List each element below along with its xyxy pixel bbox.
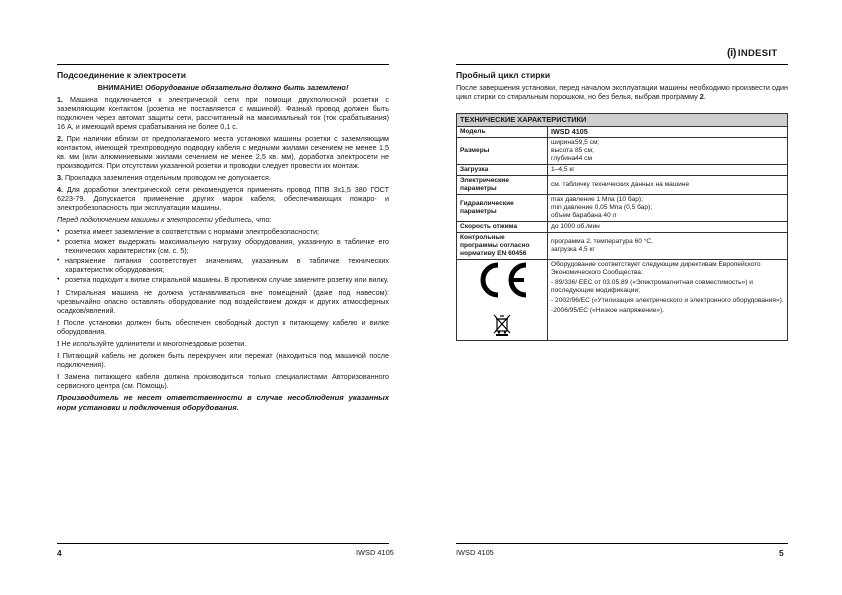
footer-model-left: IWSD 4105	[356, 548, 394, 557]
electric-label: Электрические параметры	[457, 176, 548, 195]
table-row	[457, 195, 788, 222]
check-intro: Перед подключением машины к электросети убедитесь, что:	[57, 215, 272, 224]
control-program-value: программа 2, температура 60 °С, загрузка 4,5 кг	[548, 233, 788, 260]
table-row	[457, 260, 788, 341]
list-item: • розетка имеет заземление в соответствии с нормами электробезопасности;	[57, 227, 389, 236]
electric-value: см. табличку технических данных на машине	[548, 176, 788, 195]
section-title-electric: Подсоединение к электросети	[57, 70, 186, 80]
test-cycle-intro: После завершения установки, перед началом эксплуатации машины необходимо произвести один цикл стирки со стиральным порошком, но без белья, выбрав программу 2.	[456, 83, 788, 101]
size-label: Размеры	[457, 138, 548, 165]
directives-text: Оборудование соответствует следующим директивам Европейского Экономического Сообщества: - 89/336/ EEC от 03.05.89 («Электромагнитная совместимость») и последующие модификации; - 2002/96/ЕС («Утилизация электрического и электронного оборудования»). -2006/95/EC («Низкое напряжение»).	[548, 260, 788, 341]
page-number-right: 5	[779, 548, 784, 558]
top-rule-left	[57, 64, 389, 65]
spec-table-header: ТЕХНИЧЕСКИЕ ХАРАКТЕРИСТИКИ	[457, 114, 788, 127]
footer-model-right: IWSD 4105	[456, 548, 494, 557]
certification-icons	[457, 260, 548, 341]
page-number-left: 4	[57, 548, 62, 558]
caution-1: ! Стиральная машина не должна устанавливаться вне помещений (даже под навесом): чрезвычайно опасно оставлять оборудование под воздействием дождя и других атмосферных осадков/явлений.	[57, 288, 390, 315]
model-label: Модель	[457, 127, 548, 138]
paragraph-4: 4. Для доработки электрической сети рекомендуется применять провод ППВ 3x1,5 380 ГОСТ 6223-79. Допускается применение других марок кабеля, обеспечивающих пожаро- и электробезопасность при эксплуатации машины.	[57, 185, 389, 212]
indesit-logo	[727, 47, 777, 59]
spin-value: до 1000 об./мин	[548, 222, 788, 233]
load-label: Загрузка	[457, 165, 548, 176]
check-list	[57, 227, 389, 284]
manufacturer-disclaimer: Производитель не несет ответственности в случае несоблюдения указанных норм установки и подключения оборудования.	[57, 393, 389, 412]
table-row	[457, 222, 788, 233]
table-row	[457, 165, 788, 176]
bottom-rule-left	[57, 543, 389, 544]
list-item: • розетка подходит к вилке стиральной машины. В противном случае замените розетку или вилку.	[57, 275, 389, 284]
load-value: 1–4,5 кг	[548, 165, 788, 176]
table-row	[457, 127, 788, 138]
paragraph-2: 2. При наличии вблизи от предполагаемого места установки машины розетки с заземляющим контактом, имеющей трехпроводную подводку кабеля с медными жилами сечением не менее 1,5 кв. мм (или алюминиевыми жилами сечением не менее 2,5 кв. мм), доработка электросети не производится. При отсутствии указанной розетки и проводки следует провести их монтаж.	[57, 134, 389, 170]
caution-4: ! Питающий кабель не должен быть перекручен или пережат (находиться под машиной после подключения).	[57, 351, 389, 369]
paragraph-3: 3. Прокладка заземления отдельным проводом не допускается.	[57, 173, 271, 182]
ce-mark-icon	[474, 261, 530, 299]
ground-warning	[57, 83, 389, 92]
list-item: • розетка может выдержать максимальную нагрузку оборудования, указанную в табличке его технических характеристик (см. с. 5);	[57, 237, 389, 255]
logo-text: INDESIT	[737, 47, 778, 59]
caution-5: ! Замена питающего кабеля должна производиться только специалистами Авторизованного сервисного центра (см. Помощь).	[57, 372, 390, 390]
spec-table	[456, 113, 788, 341]
hydraulic-value: max давление 1 Мпа (10 бар); min давление 0,05 Мпа (0,5 бар); объем барабана 40 л	[548, 195, 788, 222]
left-column	[57, 70, 389, 416]
paragraph-1: 1. Машина подключается к электрической сети при помощи двухполюсной розетки с заземляющим контактом (розетка не поставляется с машиной). Фазный провод должен быть подключен через автомат защиты сети, рассчитанный на максимальный ток (ток срабатывания) 16 А, и имеющий время срабатывания не более 0,1 с.	[57, 95, 389, 131]
model-value: IWSD 4105	[548, 127, 788, 138]
logo-mark: (i)	[727, 47, 736, 59]
right-column	[456, 70, 788, 341]
section-title-test-cycle: Пробный цикл стирки	[456, 70, 551, 80]
caution-3: ! Не используйте удлинители и многогнездовые розетки.	[57, 339, 247, 348]
table-row	[457, 138, 788, 165]
table-row	[457, 176, 788, 195]
top-rule-right	[456, 64, 788, 65]
size-value: ширина 59,5 см; высота 85 см; глубина 44 см	[548, 138, 788, 165]
warning-text: Оборудование обязательно должно быть заземлено!	[145, 83, 349, 92]
hydraulic-label: Гидравлические параметры	[457, 195, 548, 222]
caution-2: ! После установки должен быть обеспечен свободный доступ к питающему кабелю и вилке оборудования.	[57, 318, 390, 336]
list-item: • напряжение питания соответствует значениям, указанным в табличке технических характеристик оборудования;	[57, 256, 389, 274]
weee-bin-icon	[493, 314, 511, 336]
control-program-label: Контрольные программы согласно нормативу EN 60456	[457, 233, 548, 260]
warning-label: ВНИМАНИЕ!	[97, 83, 144, 92]
spin-label: Скорость отжима	[457, 222, 548, 233]
table-row	[457, 233, 788, 260]
bottom-rule-right	[456, 543, 788, 544]
